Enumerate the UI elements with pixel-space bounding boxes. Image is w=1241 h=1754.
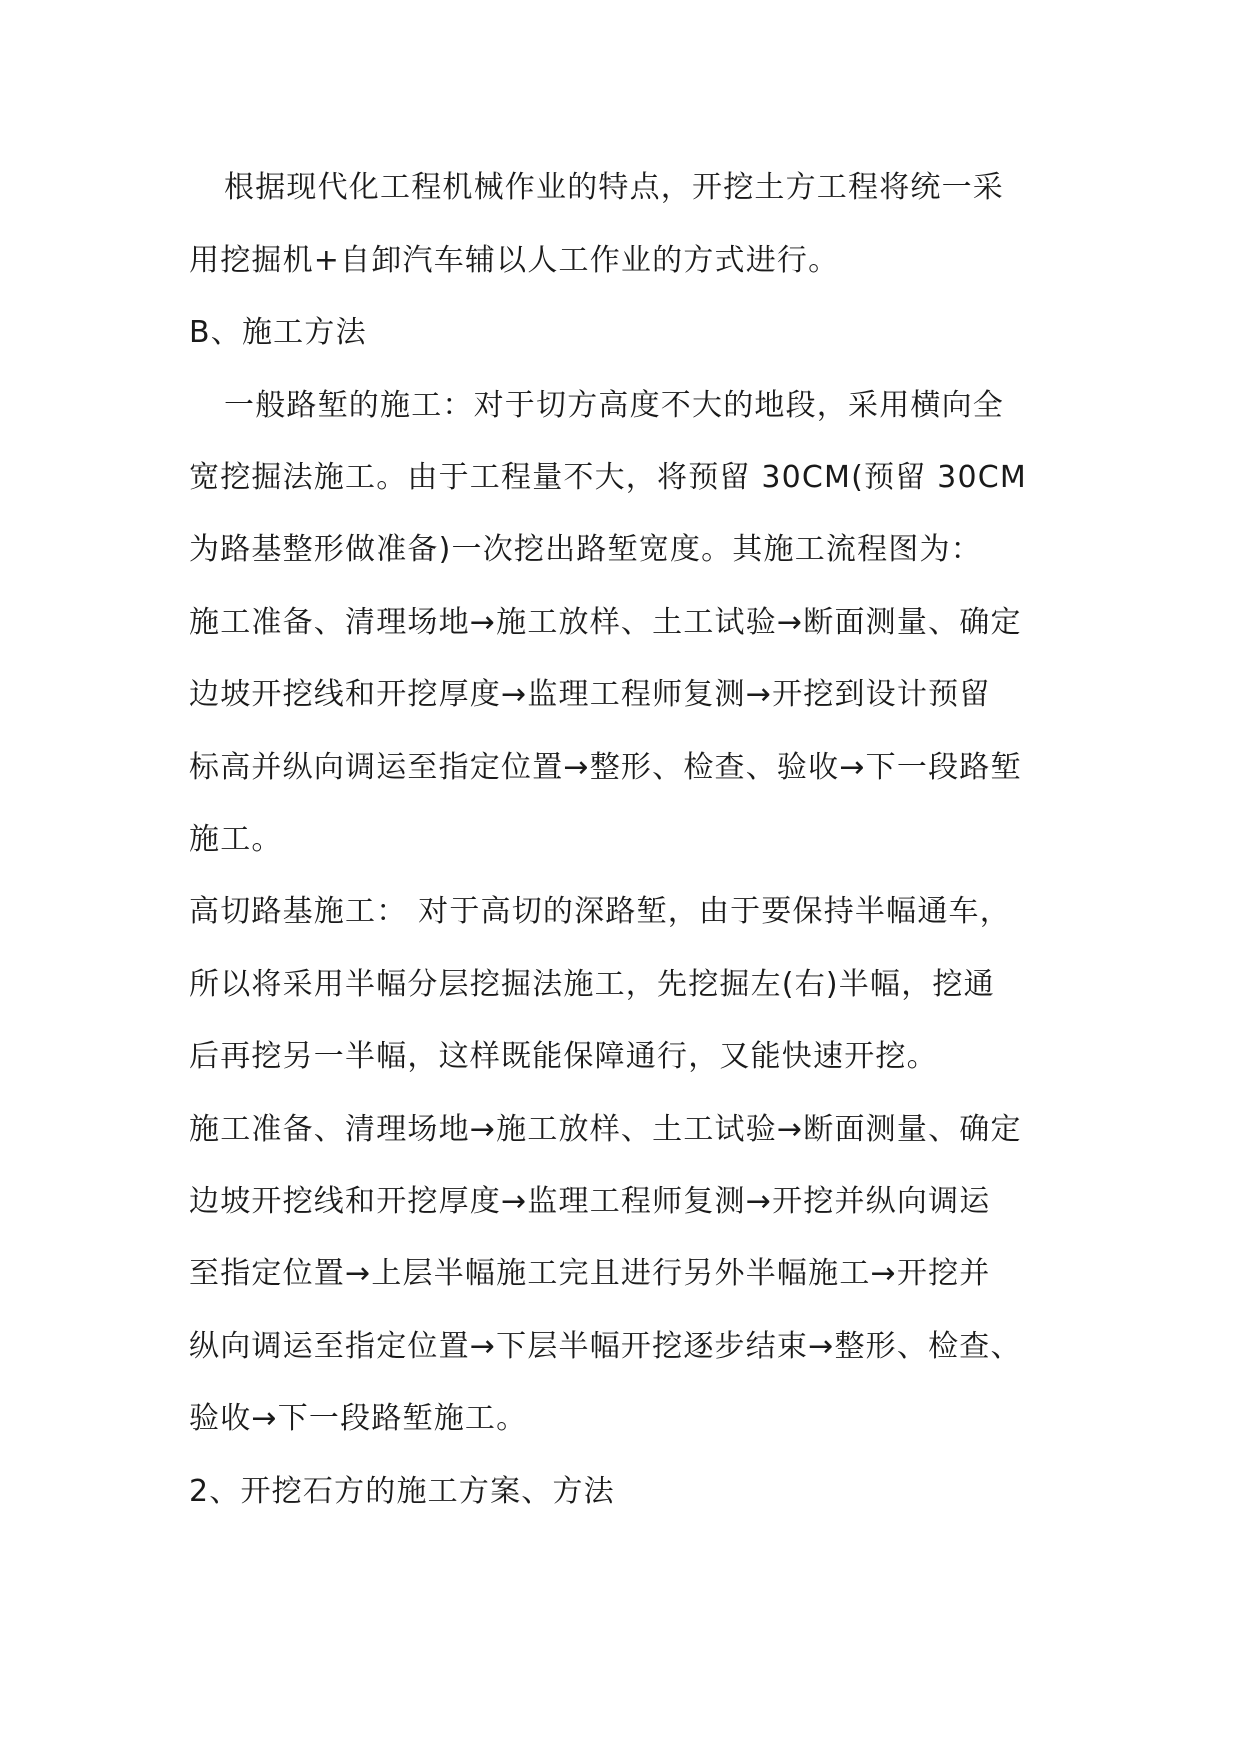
flow-1-line-2: 边坡开挖线和开挖厚度→监理工程师复测→开挖到设计预留 — [189, 677, 991, 712]
paragraph-1-line-2: 用挖掘机+自卸汽车辅以人工作业的方式进行。 — [189, 243, 840, 278]
paragraph-2-line-2: 宽挖掘法施工。由于工程量不大，将预留 30CM(预留 30CM — [189, 460, 1027, 495]
paragraph-3-line-3: 后再挖另一半幅，这样既能保障通行，又能快速开挖。 — [189, 1039, 938, 1074]
flow-1-line-1: 施工准备、清理场地→施工放样、土工试验→断面测量、确定 — [189, 605, 1022, 640]
paragraph-3-line-1: 高切路基施工： 对于高切的深路堑，由于要保持半幅通车， — [189, 894, 1011, 929]
paragraph-3-line-2: 所以将采用半幅分层挖掘法施工，先挖掘左(右)半幅，挖通 — [189, 967, 995, 1002]
flow-2-line-1: 施工准备、清理场地→施工放样、土工试验→断面测量、确定 — [189, 1112, 1022, 1147]
flow-1-line-4: 施工。 — [189, 822, 283, 857]
flow-2-line-5: 验收→下一段路堑施工。 — [189, 1401, 528, 1436]
paragraph-1-line-1: 根据现代化工程机械作业的特点，开挖土方工程将统一采 — [224, 170, 1004, 205]
section-heading-2: 2、开挖石方的施工方案、方法 — [189, 1474, 615, 1509]
paragraph-2-line-1: 一般路堑的施工：对于切方高度不大的地段，采用横向全 — [224, 388, 1004, 423]
flow-2-line-4: 纵向调运至指定位置→下层半幅开挖逐步结束→整形、检查、 — [189, 1329, 1022, 1364]
flow-2-line-3: 至指定位置→上层半幅施工完且进行另外半幅施工→开挖并 — [189, 1256, 991, 1291]
flow-2-line-2: 边坡开挖线和开挖厚度→监理工程师复测→开挖并纵向调运 — [189, 1184, 991, 1219]
paragraph-2-line-3: 为路基整形做准备)一次挖出路堑宽度。其施工流程图为： — [189, 532, 982, 567]
flow-1-line-3: 标高并纵向调运至指定位置→整形、检查、验收→下一段路堑 — [189, 750, 1022, 785]
section-heading-b: B、施工方法 — [189, 315, 367, 350]
